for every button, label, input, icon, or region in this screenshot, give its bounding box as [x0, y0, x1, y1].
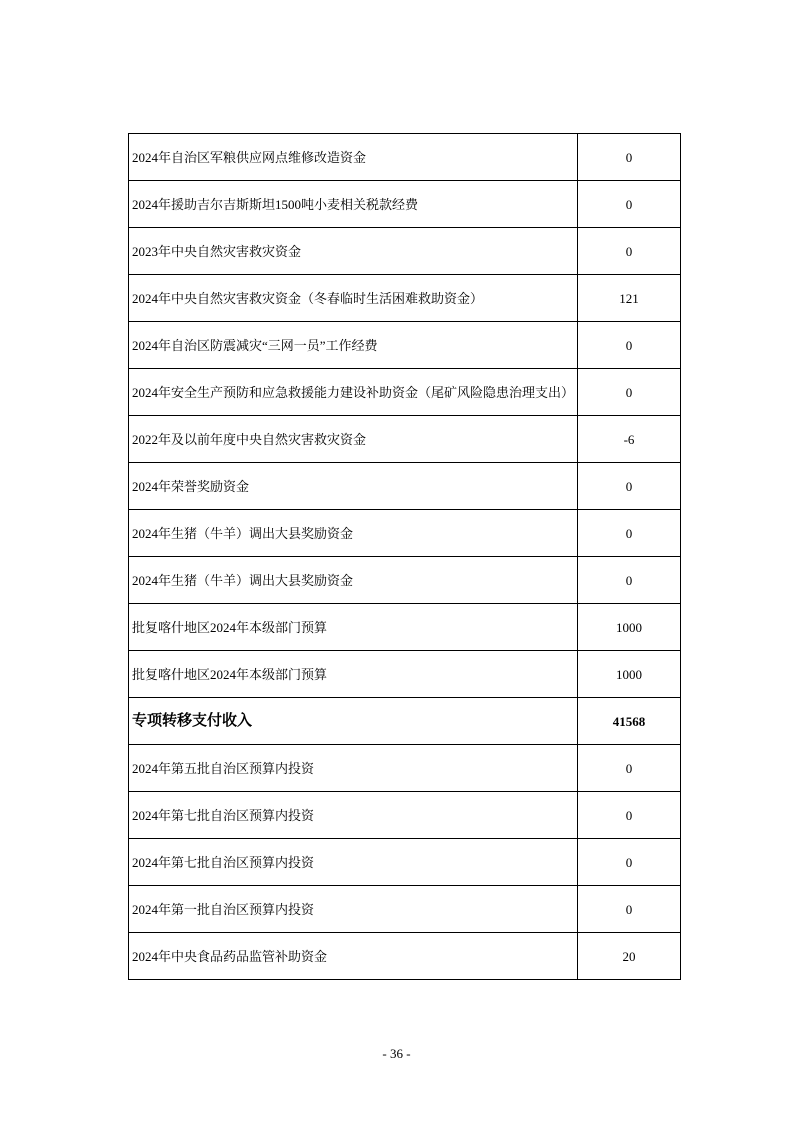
- table-row: [129, 651, 681, 698]
- row-name: 2024年援助吉尔吉斯斯坦1500吨小麦相关税款经费: [129, 181, 578, 228]
- row-value: 0: [578, 322, 681, 369]
- row-name: 2024年第一批自治区预算内投资: [129, 886, 578, 933]
- row-name: 2024年荣誉奖励资金: [129, 463, 578, 510]
- row-name: 2024年第七批自治区预算内投资: [129, 839, 578, 886]
- row-name: 2023年中央自然灾害救灾资金: [129, 228, 578, 275]
- table-row: [129, 886, 681, 933]
- section-total: 41568: [578, 698, 681, 745]
- row-name: 2024年安全生产预防和应急救援能力建设补助资金（尾矿风险隐患治理支出）: [129, 369, 578, 416]
- row-value: 0: [578, 181, 681, 228]
- table-row: [129, 369, 681, 416]
- table-row: [129, 510, 681, 557]
- budget-table: [128, 133, 681, 980]
- row-name: 2024年生猪（牛羊）调出大县奖励资金: [129, 510, 578, 557]
- row-name: 批复喀什地区2024年本级部门预算: [129, 604, 578, 651]
- row-name: 2024年生猪（牛羊）调出大县奖励资金: [129, 557, 578, 604]
- row-value: 0: [578, 463, 681, 510]
- page-number: - 36 -: [382, 1046, 411, 1061]
- row-value: 0: [578, 510, 681, 557]
- table-row: [129, 792, 681, 839]
- row-value: 0: [578, 557, 681, 604]
- row-value: 0: [578, 369, 681, 416]
- table-row: [129, 181, 681, 228]
- row-value: 1000: [578, 604, 681, 651]
- table-row: [129, 228, 681, 275]
- row-name: 2024年中央食品药品监管补助资金: [129, 933, 578, 980]
- table-row: [129, 322, 681, 369]
- table-row: [129, 557, 681, 604]
- row-name: 2024年第五批自治区预算内投资: [129, 745, 578, 792]
- table-row: [129, 134, 681, 181]
- table-row: [129, 933, 681, 980]
- table-row: [129, 745, 681, 792]
- row-name: 2022年及以前年度中央自然灾害救灾资金: [129, 416, 578, 463]
- table-row: [129, 604, 681, 651]
- row-name: 2024年自治区军粮供应网点维修改造资金: [129, 134, 578, 181]
- table-row: [129, 275, 681, 322]
- row-value: 0: [578, 886, 681, 933]
- row-value: 0: [578, 228, 681, 275]
- row-name: 2024年中央自然灾害救灾资金（冬春临时生活困难救助资金）: [129, 275, 578, 322]
- row-name: 2024年第七批自治区预算内投资: [129, 792, 578, 839]
- row-value: 0: [578, 792, 681, 839]
- row-value: 20: [578, 933, 681, 980]
- section-title: 专项转移支付收入: [129, 698, 578, 745]
- row-value: 121: [578, 275, 681, 322]
- table-row: [129, 463, 681, 510]
- row-value: 0: [578, 134, 681, 181]
- row-value: -6: [578, 416, 681, 463]
- table-row: [129, 416, 681, 463]
- row-value: 1000: [578, 651, 681, 698]
- table-row: [129, 839, 681, 886]
- row-value: 0: [578, 745, 681, 792]
- section-header-row: [129, 698, 681, 745]
- row-name: 批复喀什地区2024年本级部门预算: [129, 651, 578, 698]
- row-name: 2024年自治区防震减灾“三网一员”工作经费: [129, 322, 578, 369]
- row-value: 0: [578, 839, 681, 886]
